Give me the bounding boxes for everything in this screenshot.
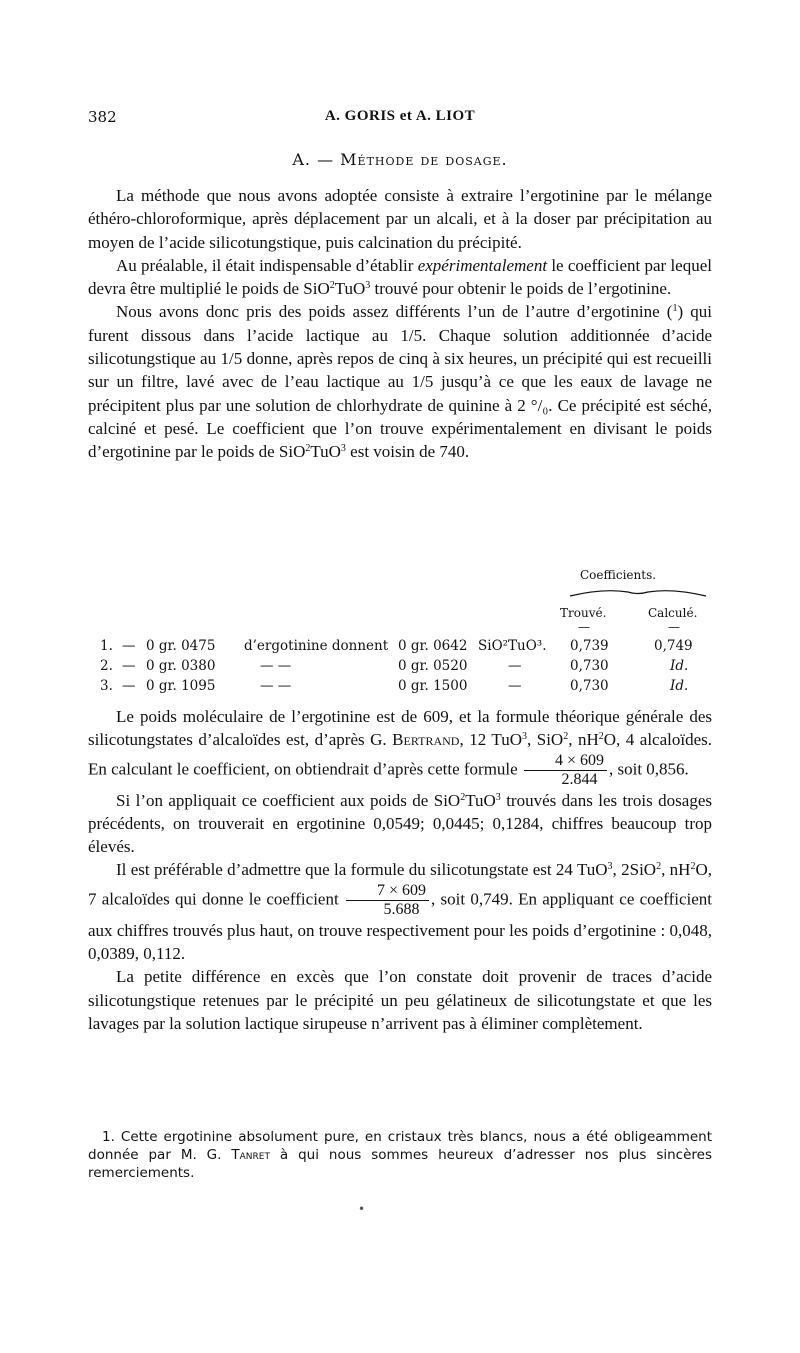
running-head <box>88 108 712 132</box>
caption-flourish <box>568 586 708 598</box>
table-row: 1. — 0 gr. 0475 d’ergotinine donnent 0 gr. 0642 SiO²TuO³. 0,739 0,749 <box>100 638 693 654</box>
author-name-bertrand: Bertrand <box>392 730 460 750</box>
column-dash: — <box>578 620 590 634</box>
emphasis-experimentalement: expérimentalement <box>417 255 548 275</box>
footnote: 1. Cette ergotinine absolument pure, en cristaux très blancs, nous a été obligeamment donnée par M. G. Tanret à qui nous sommes heureux d’adresser nos plus sincères remerciements. <box>88 1129 712 1181</box>
paragraph-application: Si l’on appliquait ce coefficient aux poids de SiO$^2$TuO$^3$ trouvés dans les trois dosages précédents, on trouverait en ergotinine 0,0549; 0,0445; 0,1284, chiffres beaucoup trop élevés. <box>88 790 713 857</box>
table-row: 2. — 0 gr. 0380 — — 0 gr. 0520 — 0,730 Id. <box>100 658 689 674</box>
section-title: Méthode de dosage. <box>340 150 508 169</box>
paragraph-procedure: Nous avons donc pris des poids assez différents l’un de l’autre d’ergotinine ($^1$) qui furent dissous dans l’acide lactique au 1/5. Chaque solution additionnée d’acide silicotungstique au 1/5 donne, après repos de cinq à six heures, un précipité qui est recueilli sur un filtre, lavé avec de l’eau lactique au 1/5 jusqu’à ce que les eaux de lavage ne précipitent plus par une solution de chlorhydrate de quinine à 2 °/₀. Ce précipité est séché, calciné et pesé. Le coefficient que l’on trouve expérimentalement en divisant le poids d’ergotinine par le poids de SiO$^2$TuO$^3$ est voisin de 740. <box>88 302 712 462</box>
page-mark: • <box>358 1202 366 1216</box>
paragraph-preferable-formula: Il est préférable d’admettre que la formule du silicotungstate est 24 TuO$^3$, 2SiO$^2$, $nH^2O$, 7 alcaloïdes qui donne le coefficient $\frac{7 \times 609}{5.688}$ , soit 0,749. En appliquant ce coefficient aux chiffres trouvés plus haut, on trouve respectivement pour les poids d’ergotinine : 0,048, 0,0389, 0,112. <box>88 860 712 964</box>
fraction-7x609: $\frac{7 \times 609}{5.688}$ <box>346 882 429 919</box>
column-dash: — <box>668 620 680 634</box>
table-caption: Coefficients. <box>580 568 657 582</box>
author-name-tanret: Tanret <box>231 1147 270 1163</box>
fraction-4x609: $\frac{4 \times 609}{2.844}$ <box>524 752 607 789</box>
footnote-reference[interactable]: 1 <box>672 303 678 315</box>
paragraph-coefficient: Au préalable, il était indispensable d’établir expérimentalement le coefficient par lequel devra être multiplié le poids de SiO$^2$TuO$^3$ trouvé pour obtenir le poids de l’ergotinine. <box>88 255 712 299</box>
column-header-calculated: Calculé. <box>648 606 698 620</box>
paragraph-conclusion: La petite différence en excès que l’on constate doit provenir de traces d’acide silicotungstique retenues par le précipité un peu gélatineux de silicotungstate et que les lavages par la solution lactique sirupeuse n’arrivent pas à éliminer complètement. <box>88 967 712 1033</box>
column-header-found: Trouvé. <box>560 606 607 620</box>
paragraph-method: La méthode que nous avons adoptée consiste à extraire l’ergotinine par le mélange éthéro-chloroformique, après déplacement par un alcali, et à la doser par précipitation au moyen de l’acide silicotungstique, puis calcination du précipité. <box>88 186 712 252</box>
page-number: 382 <box>88 108 117 126</box>
footnote-marker: 1. <box>102 1129 115 1145</box>
running-title: A. GORIS et A. LIOT <box>324 108 476 124</box>
body-text-top <box>88 184 712 464</box>
table-row: 3. — 0 gr. 1095 — — 0 gr. 1500 — 0,730 Id. <box>100 678 689 694</box>
body-text-bottom <box>88 705 712 1035</box>
paragraph-molecular-weight: Le poids moléculaire de l’ergotinine est de 609, et la formule théorique générale des silicotungstates d’alcaloïdes est, d’après G. Bertrand, 12 TuO$^3$, SiO$^2$, $nH^2O$, 4 alcaloïdes. En calculant le coefficient, on obtiendrait d’après cette formule $\frac{4 \times 609}{2.844}$ , soit 0,856. <box>88 707 712 788</box>
section-letter: A. — <box>292 150 341 169</box>
section-heading <box>88 150 712 169</box>
